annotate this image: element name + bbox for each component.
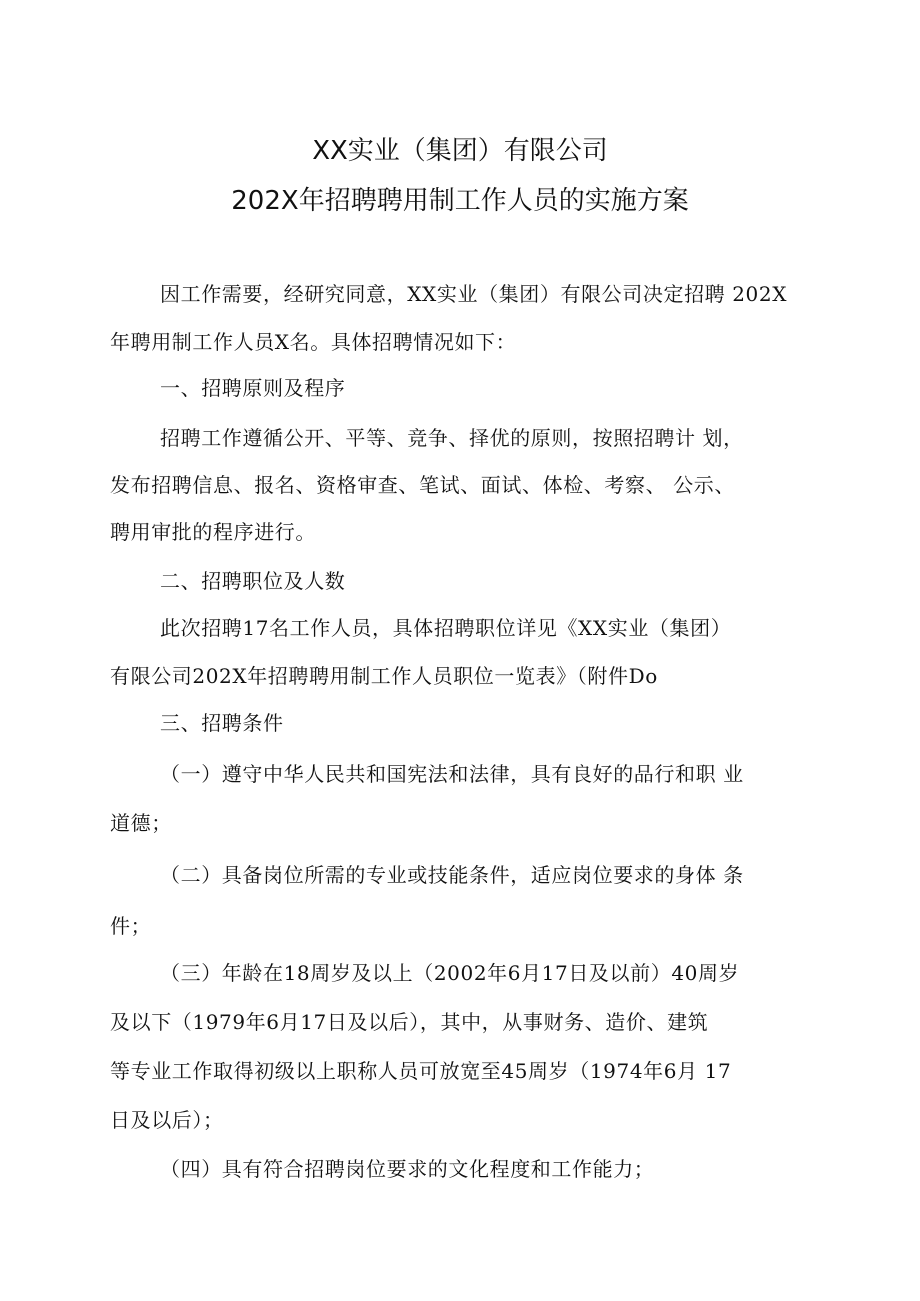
section-heading-principles: 一、招聘原则及程序 <box>160 376 346 400</box>
condition-item-4-line-1: （四）具有符合招聘岗位要求的文化程度和工作能力； <box>160 1157 655 1181</box>
section2-body-line-1: 此次招聘17名工作人员，具体招聘职位详见《XX实业（集团） <box>160 616 732 640</box>
intro-line-2: 年聘用制工作人员X名。具体招聘情况如下： <box>110 330 517 354</box>
condition-item-3-line-3: 等专业工作取得初级以上职称人员可放宽至45周岁（1974年6月 17 <box>110 1059 732 1083</box>
section-heading-conditions: 三、招聘条件 <box>160 711 284 735</box>
document-title-company: XX实业（集团）有限公司 <box>312 136 608 166</box>
section1-body-line-3: 聘用审批的程序进行。 <box>110 520 316 544</box>
condition-item-3-line-1: （三）年龄在18周岁及以上（2002年6月17日及以前）40周岁 <box>160 961 740 985</box>
section-heading-positions: 二、招聘职位及人数 <box>160 569 346 593</box>
document-title-plan: 202X年招聘聘用制工作人员的实施方案 <box>231 186 689 216</box>
condition-item-2-line-2: 件； <box>110 914 152 938</box>
intro-line-1: 因工作需要，经研究同意，XX实业（集团）有限公司决定招聘 202X <box>160 282 788 306</box>
condition-item-2-line-1: （二）具备岗位所需的专业或技能条件，适应岗位要求的身体 条 <box>160 863 744 887</box>
condition-item-1-line-2: 道德； <box>110 811 172 835</box>
section1-body-line-1: 招聘工作遵循公开、平等、竞争、择优的原则，按照招聘计 划， <box>160 426 744 450</box>
condition-item-1-line-1: （一）遵守中华人民共和国宪法和法律，具有良好的品行和职 业 <box>160 762 744 786</box>
condition-item-3-line-2: 及以下（1979年6月17日及以后），其中，从事财务、造价、建筑 <box>110 1010 709 1034</box>
section2-body-line-2: 有限公司202X年招聘聘用制工作人员职位一览表》（附件Do <box>110 664 658 688</box>
condition-item-3-line-4: 日及以后）； <box>110 1108 224 1132</box>
section1-body-line-2: 发布招聘信息、报名、资格审查、笔试、面试、体检、考察、 公示、 <box>110 473 735 497</box>
